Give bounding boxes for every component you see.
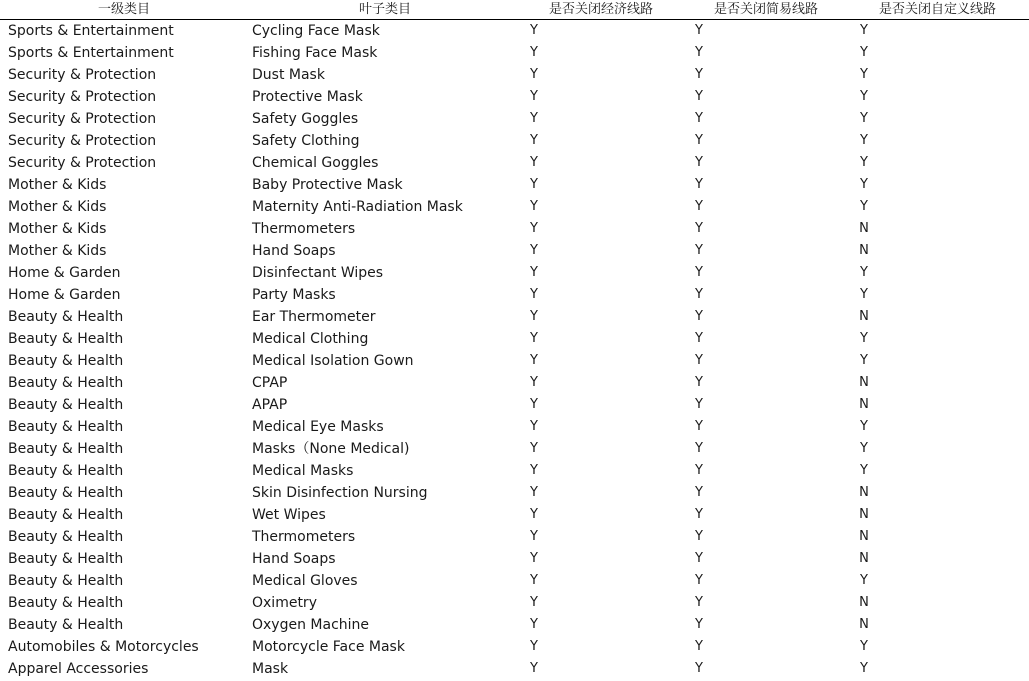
simple-flag-cell[interactable]: Y bbox=[695, 265, 703, 280]
category-cell[interactable]: Beauty & Health bbox=[8, 617, 124, 633]
custom-flag-cell[interactable]: Y bbox=[860, 419, 868, 434]
custom-flag-cell[interactable]: Y bbox=[860, 331, 868, 346]
leaf-category-cell[interactable]: Wet Wipes bbox=[252, 507, 326, 523]
economy-flag-cell[interactable]: Y bbox=[530, 617, 538, 632]
leaf-category-cell[interactable]: Chemical Goggles bbox=[252, 155, 379, 171]
table-row bbox=[0, 86, 1029, 108]
category-cell[interactable]: Beauty & Health bbox=[8, 485, 124, 501]
category-cell[interactable]: Security & Protection bbox=[8, 89, 157, 105]
custom-flag-cell[interactable]: Y bbox=[860, 111, 868, 126]
economy-flag-cell[interactable]: Y bbox=[530, 573, 538, 588]
table-row bbox=[0, 394, 1029, 416]
custom-flag-cell[interactable]: Y bbox=[860, 67, 868, 82]
simple-flag-cell[interactable]: Y bbox=[695, 199, 703, 214]
simple-flag-cell[interactable]: Y bbox=[695, 309, 703, 324]
custom-flag-cell[interactable]: Y bbox=[860, 23, 868, 38]
custom-flag-cell[interactable]: Y bbox=[860, 441, 868, 456]
table-row bbox=[0, 20, 1029, 42]
leaf-category-cell[interactable]: Medical Gloves bbox=[252, 573, 358, 589]
table-row bbox=[0, 196, 1029, 218]
leaf-category-cell[interactable]: APAP bbox=[252, 397, 288, 413]
simple-flag-cell[interactable]: Y bbox=[695, 463, 703, 478]
economy-flag-cell[interactable]: Y bbox=[530, 485, 538, 500]
leaf-category-cell[interactable]: Mask bbox=[252, 661, 289, 677]
leaf-category-cell[interactable]: Maternity Anti-Radiation Mask bbox=[252, 199, 463, 215]
leaf-category-cell[interactable]: Safety Goggles bbox=[252, 111, 359, 127]
leaf-category-cell[interactable]: Medical Isolation Gown bbox=[252, 353, 414, 369]
category-cell[interactable]: Automobiles & Motorcycles bbox=[8, 639, 199, 655]
economy-flag-cell[interactable]: Y bbox=[530, 287, 538, 302]
table-row bbox=[0, 416, 1029, 438]
table-row bbox=[0, 350, 1029, 372]
simple-flag-cell[interactable]: Y bbox=[695, 573, 703, 588]
category-cell[interactable]: Security & Protection bbox=[8, 67, 157, 83]
leaf-category-cell[interactable]: CPAP bbox=[252, 375, 288, 391]
category-cell[interactable]: Security & Protection bbox=[8, 133, 157, 149]
simple-flag-cell[interactable]: Y bbox=[695, 23, 703, 38]
economy-flag-cell[interactable]: Y bbox=[530, 309, 538, 324]
simple-flag-cell[interactable]: Y bbox=[695, 89, 703, 104]
category-cell[interactable]: Sports & Entertainment bbox=[8, 45, 174, 61]
category-cell[interactable]: Mother & Kids bbox=[8, 199, 107, 215]
category-cell[interactable]: Sports & Entertainment bbox=[8, 23, 174, 39]
leaf-category-cell[interactable]: Medical Eye Masks bbox=[252, 419, 384, 435]
leaf-category-cell[interactable]: Thermometers bbox=[252, 529, 356, 545]
category-cell[interactable]: Beauty & Health bbox=[8, 353, 124, 369]
table-row bbox=[0, 636, 1029, 658]
economy-flag-cell[interactable]: Y bbox=[530, 397, 538, 412]
economy-flag-cell[interactable]: Y bbox=[530, 177, 538, 192]
table-row bbox=[0, 372, 1029, 394]
custom-flag-cell[interactable]: N bbox=[859, 617, 869, 632]
economy-flag-cell[interactable]: Y bbox=[530, 155, 538, 170]
custom-flag-cell[interactable]: N bbox=[859, 551, 869, 566]
simple-flag-cell[interactable]: Y bbox=[695, 529, 703, 544]
table-row bbox=[0, 614, 1029, 636]
leaf-category-cell[interactable]: Medical Masks bbox=[252, 463, 354, 479]
custom-flag-cell[interactable]: Y bbox=[860, 45, 868, 60]
leaf-category-cell[interactable]: Safety Clothing bbox=[252, 133, 360, 149]
category-cell[interactable]: Beauty & Health bbox=[8, 441, 124, 457]
leaf-category-cell[interactable]: Skin Disinfection Nursing bbox=[252, 485, 428, 501]
leaf-category-cell[interactable]: Party Masks bbox=[252, 287, 336, 303]
category-cell[interactable]: Beauty & Health bbox=[8, 331, 124, 347]
economy-flag-cell[interactable]: Y bbox=[530, 199, 538, 214]
custom-flag-cell[interactable]: N bbox=[859, 309, 869, 324]
economy-flag-cell[interactable]: Y bbox=[530, 507, 538, 522]
custom-flag-cell[interactable]: N bbox=[859, 375, 869, 390]
table-row bbox=[0, 570, 1029, 592]
simple-flag-cell[interactable]: Y bbox=[695, 507, 703, 522]
simple-flag-cell[interactable]: Y bbox=[695, 639, 703, 654]
simple-flag-cell[interactable]: Y bbox=[695, 661, 703, 676]
table-row bbox=[0, 42, 1029, 64]
simple-flag-cell[interactable]: Y bbox=[695, 551, 703, 566]
category-cell[interactable]: Beauty & Health bbox=[8, 419, 124, 435]
economy-flag-cell[interactable]: Y bbox=[530, 595, 538, 610]
leaf-category-cell[interactable]: Thermometers bbox=[252, 221, 356, 237]
table-row bbox=[0, 284, 1029, 306]
category-cell[interactable]: Home & Garden bbox=[8, 287, 121, 303]
custom-flag-cell[interactable]: N bbox=[859, 221, 869, 236]
leaf-category-cell[interactable]: Masks（None Medical) bbox=[252, 441, 410, 457]
category-cell[interactable]: Beauty & Health bbox=[8, 529, 124, 545]
simple-flag-cell[interactable]: Y bbox=[695, 617, 703, 632]
table-row bbox=[0, 482, 1029, 504]
table-row bbox=[0, 438, 1029, 460]
custom-flag-cell[interactable]: Y bbox=[860, 177, 868, 192]
custom-flag-cell[interactable]: Y bbox=[860, 639, 868, 654]
economy-flag-cell[interactable]: Y bbox=[530, 133, 538, 148]
table-row bbox=[0, 504, 1029, 526]
leaf-category-cell[interactable]: Disinfectant Wipes bbox=[252, 265, 384, 281]
simple-flag-cell[interactable]: Y bbox=[695, 177, 703, 192]
table-row bbox=[0, 658, 1029, 680]
custom-flag-cell[interactable]: Y bbox=[860, 287, 868, 302]
economy-flag-cell[interactable]: Y bbox=[530, 419, 538, 434]
category-cell[interactable]: Mother & Kids bbox=[8, 243, 107, 259]
economy-flag-cell[interactable]: Y bbox=[530, 331, 538, 346]
custom-flag-cell[interactable]: N bbox=[859, 397, 869, 412]
table-row bbox=[0, 218, 1029, 240]
table-row bbox=[0, 592, 1029, 614]
simple-flag-cell[interactable]: Y bbox=[695, 375, 703, 390]
economy-flag-cell[interactable]: Y bbox=[530, 375, 538, 390]
leaf-category-cell[interactable]: Hand Soaps bbox=[252, 243, 336, 259]
table-row bbox=[0, 460, 1029, 482]
economy-flag-cell[interactable]: Y bbox=[530, 89, 538, 104]
header-category[interactable]: 一级类目 bbox=[98, 2, 151, 17]
simple-flag-cell[interactable]: Y bbox=[695, 353, 703, 368]
economy-flag-cell[interactable]: Y bbox=[530, 23, 538, 38]
economy-flag-cell[interactable]: Y bbox=[530, 45, 538, 60]
economy-flag-cell[interactable]: Y bbox=[530, 529, 538, 544]
table-row bbox=[0, 526, 1029, 548]
custom-flag-cell[interactable]: Y bbox=[860, 199, 868, 214]
custom-flag-cell[interactable]: N bbox=[859, 529, 869, 544]
simple-flag-cell[interactable]: Y bbox=[695, 45, 703, 60]
leaf-category-cell[interactable]: Ear Thermometer bbox=[252, 309, 376, 325]
category-cell[interactable]: Beauty & Health bbox=[8, 309, 124, 325]
custom-flag-cell[interactable]: N bbox=[859, 243, 869, 258]
custom-flag-cell[interactable]: Y bbox=[860, 573, 868, 588]
economy-flag-cell[interactable]: Y bbox=[530, 353, 538, 368]
leaf-category-cell[interactable]: Fishing Face Mask bbox=[252, 45, 378, 61]
simple-flag-cell[interactable]: Y bbox=[695, 485, 703, 500]
economy-flag-cell[interactable]: Y bbox=[530, 661, 538, 676]
leaf-category-cell[interactable]: Protective Mask bbox=[252, 89, 363, 105]
leaf-category-cell[interactable]: Motorcycle Face Mask bbox=[252, 639, 405, 655]
custom-flag-cell[interactable]: Y bbox=[860, 133, 868, 148]
simple-flag-cell[interactable]: Y bbox=[695, 67, 703, 82]
simple-flag-cell[interactable]: Y bbox=[695, 221, 703, 236]
category-cell[interactable]: Home & Garden bbox=[8, 265, 121, 281]
custom-flag-cell[interactable]: Y bbox=[860, 353, 868, 368]
simple-flag-cell[interactable]: Y bbox=[695, 111, 703, 126]
header-close-economy-route[interactable]: 是否关闭经济线路 bbox=[549, 2, 654, 17]
leaf-category-cell[interactable]: Medical Clothing bbox=[252, 331, 369, 347]
custom-flag-cell[interactable]: N bbox=[859, 507, 869, 522]
category-cell[interactable]: Beauty & Health bbox=[8, 375, 124, 391]
custom-flag-cell[interactable]: N bbox=[859, 595, 869, 610]
table-row bbox=[0, 328, 1029, 350]
category-cell[interactable]: Security & Protection bbox=[8, 111, 157, 127]
table-row bbox=[0, 174, 1029, 196]
simple-flag-cell[interactable]: Y bbox=[695, 441, 703, 456]
table-row bbox=[0, 262, 1029, 284]
category-cell[interactable]: Beauty & Health bbox=[8, 551, 124, 567]
category-cell[interactable]: Beauty & Health bbox=[8, 397, 124, 413]
table-body bbox=[0, 20, 1029, 680]
simple-flag-cell[interactable]: Y bbox=[695, 155, 703, 170]
leaf-category-cell[interactable]: Hand Soaps bbox=[252, 551, 336, 567]
simple-flag-cell[interactable]: Y bbox=[695, 331, 703, 346]
simple-flag-cell[interactable]: Y bbox=[695, 243, 703, 258]
table-row bbox=[0, 152, 1029, 174]
table-row bbox=[0, 240, 1029, 262]
custom-flag-cell[interactable]: Y bbox=[860, 661, 868, 676]
simple-flag-cell[interactable]: Y bbox=[695, 287, 703, 302]
header-leaf-category[interactable]: 叶子类目 bbox=[359, 2, 412, 17]
category-cell[interactable]: Apparel Accessories bbox=[8, 661, 149, 677]
economy-flag-cell[interactable]: Y bbox=[530, 221, 538, 236]
category-cell[interactable]: Beauty & Health bbox=[8, 507, 124, 523]
category-cell[interactable]: Security & Protection bbox=[8, 155, 157, 171]
economy-flag-cell[interactable]: Y bbox=[530, 639, 538, 654]
leaf-category-cell[interactable]: Baby Protective Mask bbox=[252, 177, 403, 193]
leaf-category-cell[interactable]: Oximetry bbox=[252, 595, 317, 611]
economy-flag-cell[interactable]: Y bbox=[530, 441, 538, 456]
simple-flag-cell[interactable]: Y bbox=[695, 133, 703, 148]
custom-flag-cell[interactable]: Y bbox=[860, 89, 868, 104]
leaf-category-cell[interactable]: Dust Mask bbox=[252, 67, 325, 83]
leaf-category-cell[interactable]: Oxygen Machine bbox=[252, 617, 370, 633]
table-row bbox=[0, 108, 1029, 130]
economy-flag-cell[interactable]: Y bbox=[530, 111, 538, 126]
custom-flag-cell[interactable]: Y bbox=[860, 155, 868, 170]
simple-flag-cell[interactable]: Y bbox=[695, 595, 703, 610]
custom-flag-cell[interactable]: Y bbox=[860, 265, 868, 280]
economy-flag-cell[interactable]: Y bbox=[530, 243, 538, 258]
category-cell[interactable]: Mother & Kids bbox=[8, 177, 107, 193]
category-cell[interactable]: Beauty & Health bbox=[8, 573, 124, 589]
economy-flag-cell[interactable]: Y bbox=[530, 551, 538, 566]
custom-flag-cell[interactable]: Y bbox=[860, 463, 868, 478]
header-row bbox=[0, 0, 1029, 20]
table-row bbox=[0, 130, 1029, 152]
header-close-simple-route[interactable]: 是否关闭简易线路 bbox=[714, 2, 819, 17]
category-cell[interactable]: Beauty & Health bbox=[8, 595, 124, 611]
simple-flag-cell[interactable]: Y bbox=[695, 419, 703, 434]
category-cell[interactable]: Beauty & Health bbox=[8, 463, 124, 479]
economy-flag-cell[interactable]: Y bbox=[530, 265, 538, 280]
header-close-custom-route[interactable]: 是否关闭自定义线路 bbox=[879, 2, 997, 17]
custom-flag-cell[interactable]: N bbox=[859, 485, 869, 500]
economy-flag-cell[interactable]: Y bbox=[530, 67, 538, 82]
table-row bbox=[0, 64, 1029, 86]
category-cell[interactable]: Mother & Kids bbox=[8, 221, 107, 237]
leaf-category-cell[interactable]: Cycling Face Mask bbox=[252, 23, 380, 39]
table-row bbox=[0, 548, 1029, 570]
table-row bbox=[0, 306, 1029, 328]
simple-flag-cell[interactable]: Y bbox=[695, 397, 703, 412]
economy-flag-cell[interactable]: Y bbox=[530, 463, 538, 478]
